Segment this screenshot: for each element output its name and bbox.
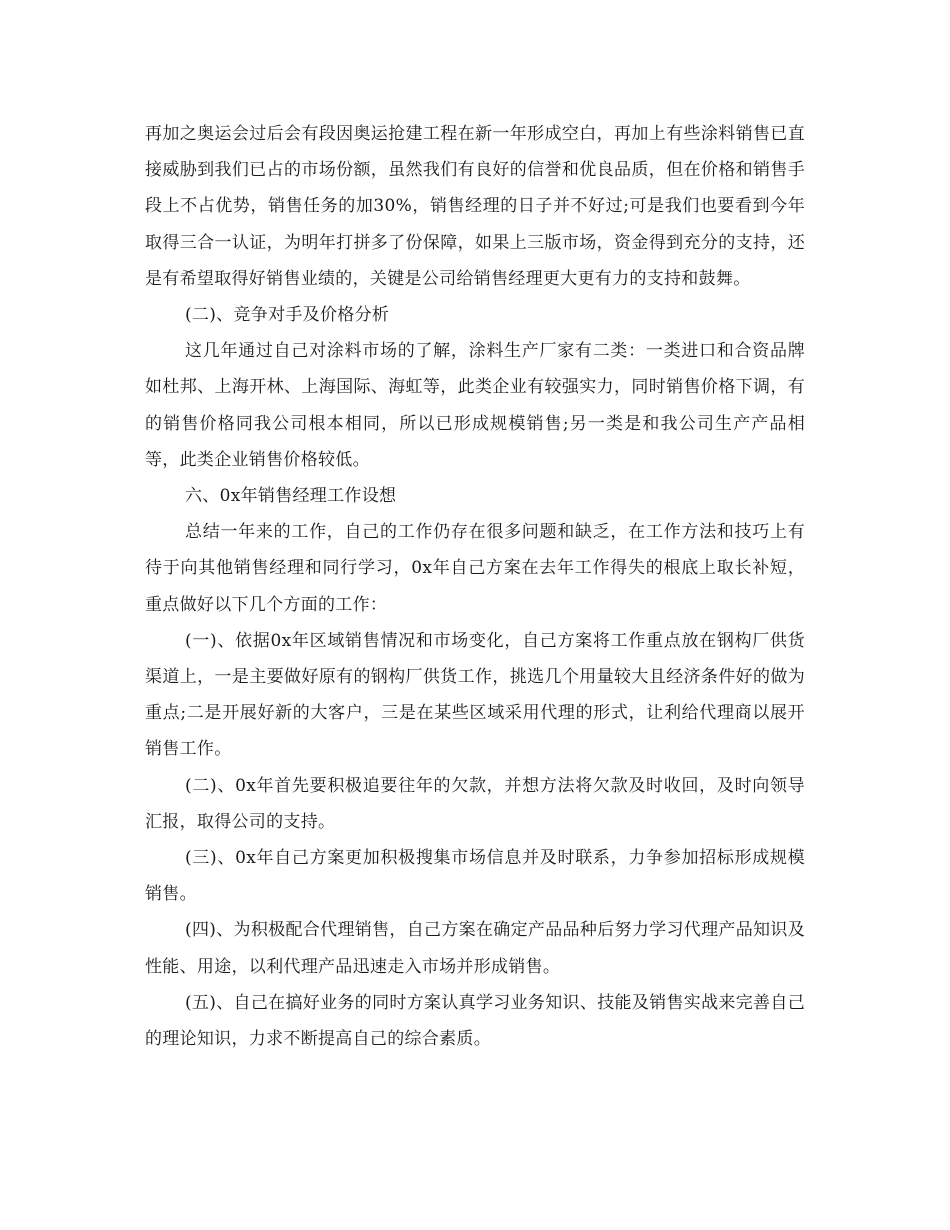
paragraph-continuation: 再加之奥运会过后会有段因奥运抢建工程在新一年形成空白，再加上有些涂料销售已直接威胁到我们已占的市场份额，虽然我们有良好的信誉和优良品质，但在价格和销售手段上不占优势，销售任务的加30%，销售经理的日子并不好过;可是我们也要看到今年取得三合一认证，为明年打拼多了份保障，如果上三版市场，资金得到充分的支持，还是有希望取得好销售业绩的，关键是公司给销售经理更大更有力的支持和鼓舞。 (145, 124, 805, 289)
plan-item-1: (一)、依据0x年区域销售情况和市场变化，自己方案将工作重点放在钢构厂供货渠道上，一是主要做好原有的钢构厂供货工作，挑选几个用量较大且经济条件好的做为重点;二是开展好新的大客户，三是在某些区域采用代理的形式，让利给代理商以展开销售工作。 (145, 630, 805, 760)
plan-item-2: (二)、0x年首先要积极追要往年的欠款，并想方法将欠款及时收回，及时向领导汇报，取得公司的支持。 (145, 775, 805, 832)
section-heading-work-plan: 六、0x年销售经理工作设想 (185, 486, 397, 507)
paragraph-summary: 总结一年来的工作，自己的工作仍存在很多问题和缺乏，在工作方法和技巧上有待于向其他销售经理和同行学习，0x年自己方案在去年工作得失的根底上取长补短，重点做好以下几个方面的工作： (145, 522, 805, 615)
paragraph-competitor-analysis: 这几年通过自己对涂料市场的了解，涂料生产厂家有二类：一类进口和合资品牌如杜邦、上海开林、上海国际、海虹等，此类企业有较强实力，同时销售价格下调，有的销售价格同我公司根本相同，所以已形成规模销售;另一类是和我公司生产产品相等，此类企业销售价格较低。 (145, 341, 805, 470)
document-page (145, 116, 805, 1057)
plan-item-3: (三)、0x年自己方案更加积极搜集市场信息并及时联系，力争参加招标形成规模销售。 (145, 848, 805, 905)
section-heading-competitors: (二)、竞争对手及价格分析 (185, 305, 390, 326)
plan-item-4: (四)、为积极配合代理销售，自己方案在确定产品品种后努力学习代理产品知识及性能、用途，以利代理产品迅速走入市场并形成销售。 (145, 920, 805, 977)
plan-item-5: (五)、自己在搞好业务的同时方案认真学习业务知识、技能及销售实战来完善自己的理论知识，力求不断提高自己的综合素质。 (145, 992, 805, 1050)
